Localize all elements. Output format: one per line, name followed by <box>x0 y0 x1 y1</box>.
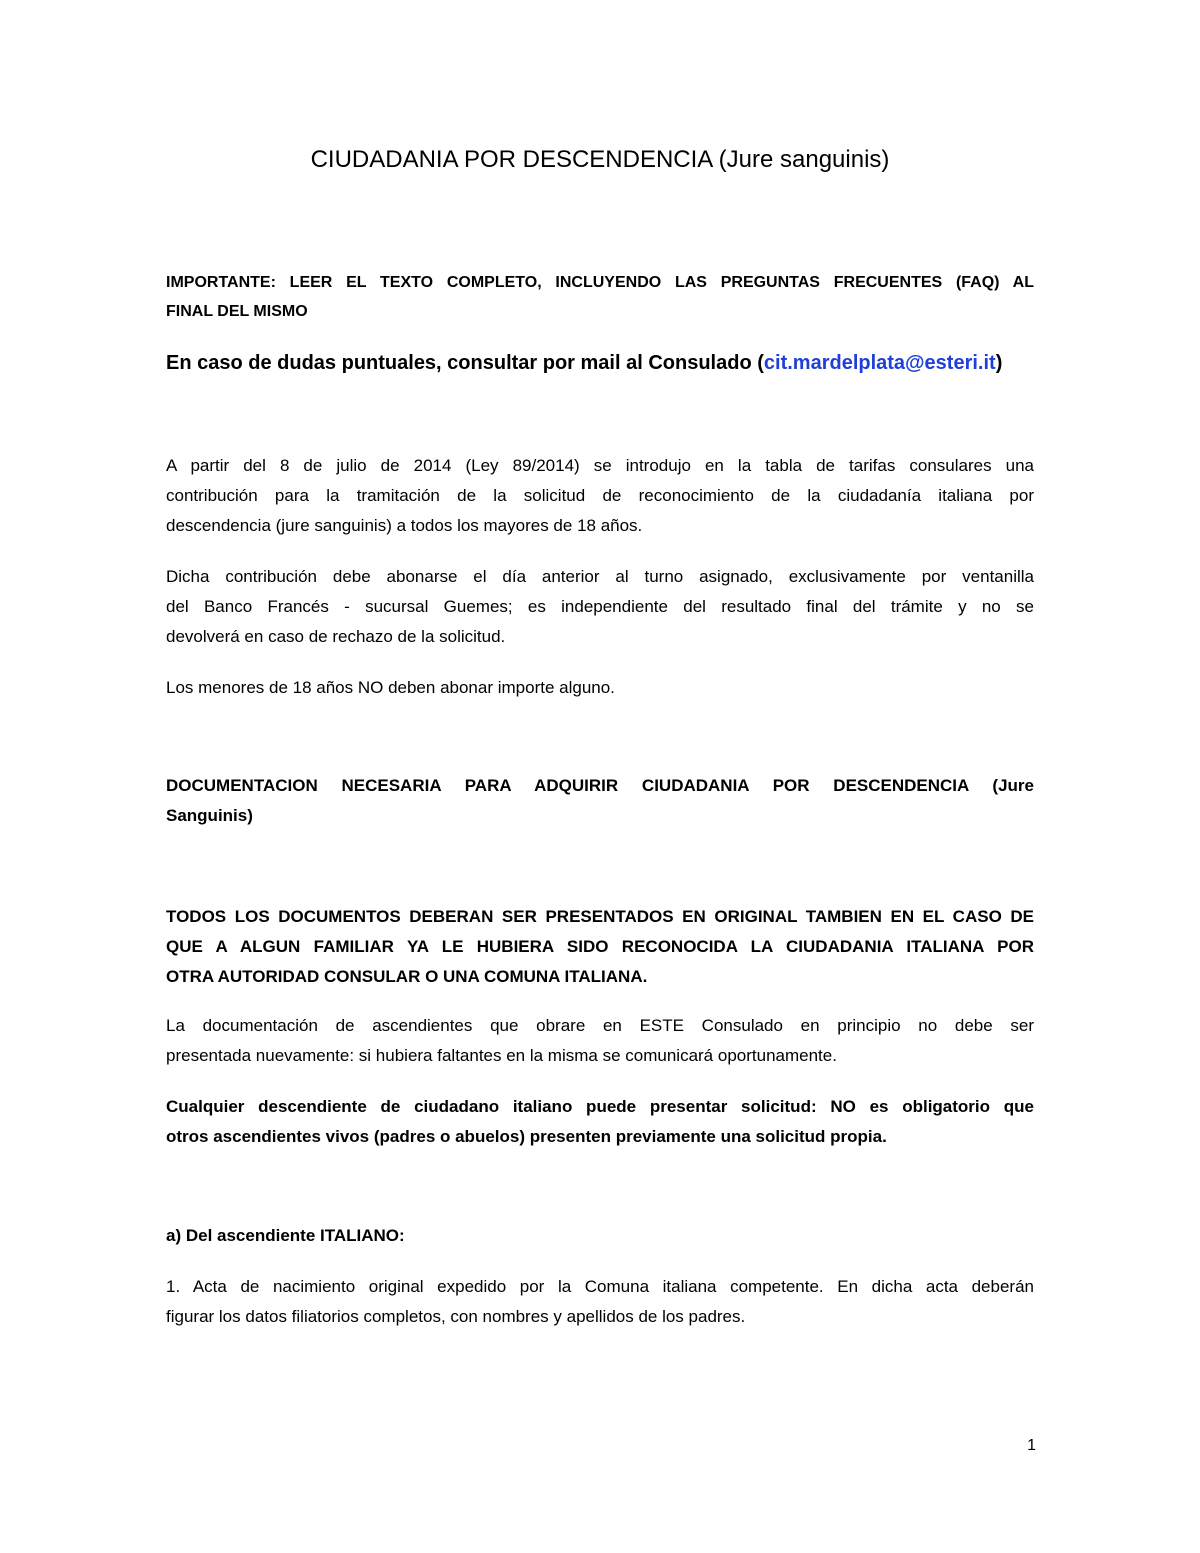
important-notice-line: IMPORTANTE: LEER EL TEXTO COMPLETO, INCLUYENDO LAS PREGUNTAS FRECUENTES (FAQ) AL <box>166 274 1034 291</box>
section-heading-italian-ancestor: a) Del ascendiente ITALIANO: <box>166 1226 405 1245</box>
contact-notice <box>166 348 1034 378</box>
paragraph-line: presentada nuevamente: si hubiera faltantes en la misma se comunicará oportunamente. <box>166 1046 837 1065</box>
paragraph-existing-documentation <box>166 1011 1034 1071</box>
paragraph-line: La documentación de ascendientes que obrare en ESTE Consulado en principio no debe ser <box>166 1016 1034 1035</box>
paragraph-fee-intro <box>166 451 1034 541</box>
any-descendant-notice <box>166 1092 1034 1152</box>
important-notice <box>166 268 1034 326</box>
paragraph-minors: Los menores de 18 años NO deben abonar importe alguno. <box>166 678 615 697</box>
paragraph-line: Dicha contribución debe abonarse el día anterior al turno asignado, exclusivamente por ventanilla <box>166 567 1034 586</box>
contact-notice-close: ) <box>995 352 1003 374</box>
notice-line: OTRA AUTORIDAD CONSULAR O UNA COMUNA ITALIANA. <box>166 967 648 986</box>
notice-line: otros ascendientes vivos (padres o abuelos) presenten previamente una solicitud propia. <box>166 1127 887 1146</box>
paragraph-line: 1. Acta de nacimiento original expedido por la Comuna italiana competente. En dicha acta deberán <box>166 1277 1034 1296</box>
contact-notice-text: En caso de dudas puntuales, consultar por mail al Consulado ( <box>166 352 764 374</box>
paragraph-line: figurar los datos filiatorios completos, con nombres y apellidos de los padres. <box>166 1307 746 1326</box>
heading-line: DOCUMENTACION NECESARIA PARA ADQUIRIR CIUDADANIA POR DESCENDENCIA (Jure <box>166 776 1034 795</box>
important-notice-line: FINAL DEL MISMO <box>166 303 308 320</box>
paragraph-line: A partir del 8 de julio de 2014 (Ley 89/2014) se introdujo en la tabla de tarifas consulares una <box>166 456 1034 475</box>
heading-line: Sanguinis) <box>166 806 253 825</box>
paragraph-birth-certificate <box>166 1272 1034 1332</box>
documentation-heading <box>166 771 1034 831</box>
paragraph-line: devolverá en caso de rechazo de la solicitud. <box>166 627 506 646</box>
notice-line: QUE A ALGUN FAMILIAR YA LE HUBIERA SIDO RECONOCIDA LA CIUDADANIA ITALIANA POR <box>166 937 1034 956</box>
paragraph-line: contribución para la tramitación de la solicitud de reconocimiento de la ciudadanía italiana por <box>166 486 1034 505</box>
original-documents-notice <box>166 902 1034 992</box>
paragraph-line: descendencia (jure sanguinis) a todos los mayores de 18 años. <box>166 516 643 535</box>
notice-line: TODOS LOS DOCUMENTOS DEBERAN SER PRESENTADOS EN ORIGINAL TAMBIEN EN EL CASO DE <box>166 907 1034 926</box>
page-number: 1 <box>1027 1437 1036 1454</box>
paragraph-line: del Banco Francés - sucursal Guemes; es independiente del resultado final del trámite y no se <box>166 597 1034 616</box>
document-title: CIUDADANIA POR DESCENDENCIA (Jure sanguinis) <box>310 146 890 173</box>
notice-line: Cualquier descendiente de ciudadano italiano puede presentar solicitud: NO es obligatorio que <box>166 1097 1034 1116</box>
consulate-email-link[interactable]: cit.mardelplata@esteri.it <box>763 352 996 374</box>
paragraph-fee-payment <box>166 562 1034 652</box>
